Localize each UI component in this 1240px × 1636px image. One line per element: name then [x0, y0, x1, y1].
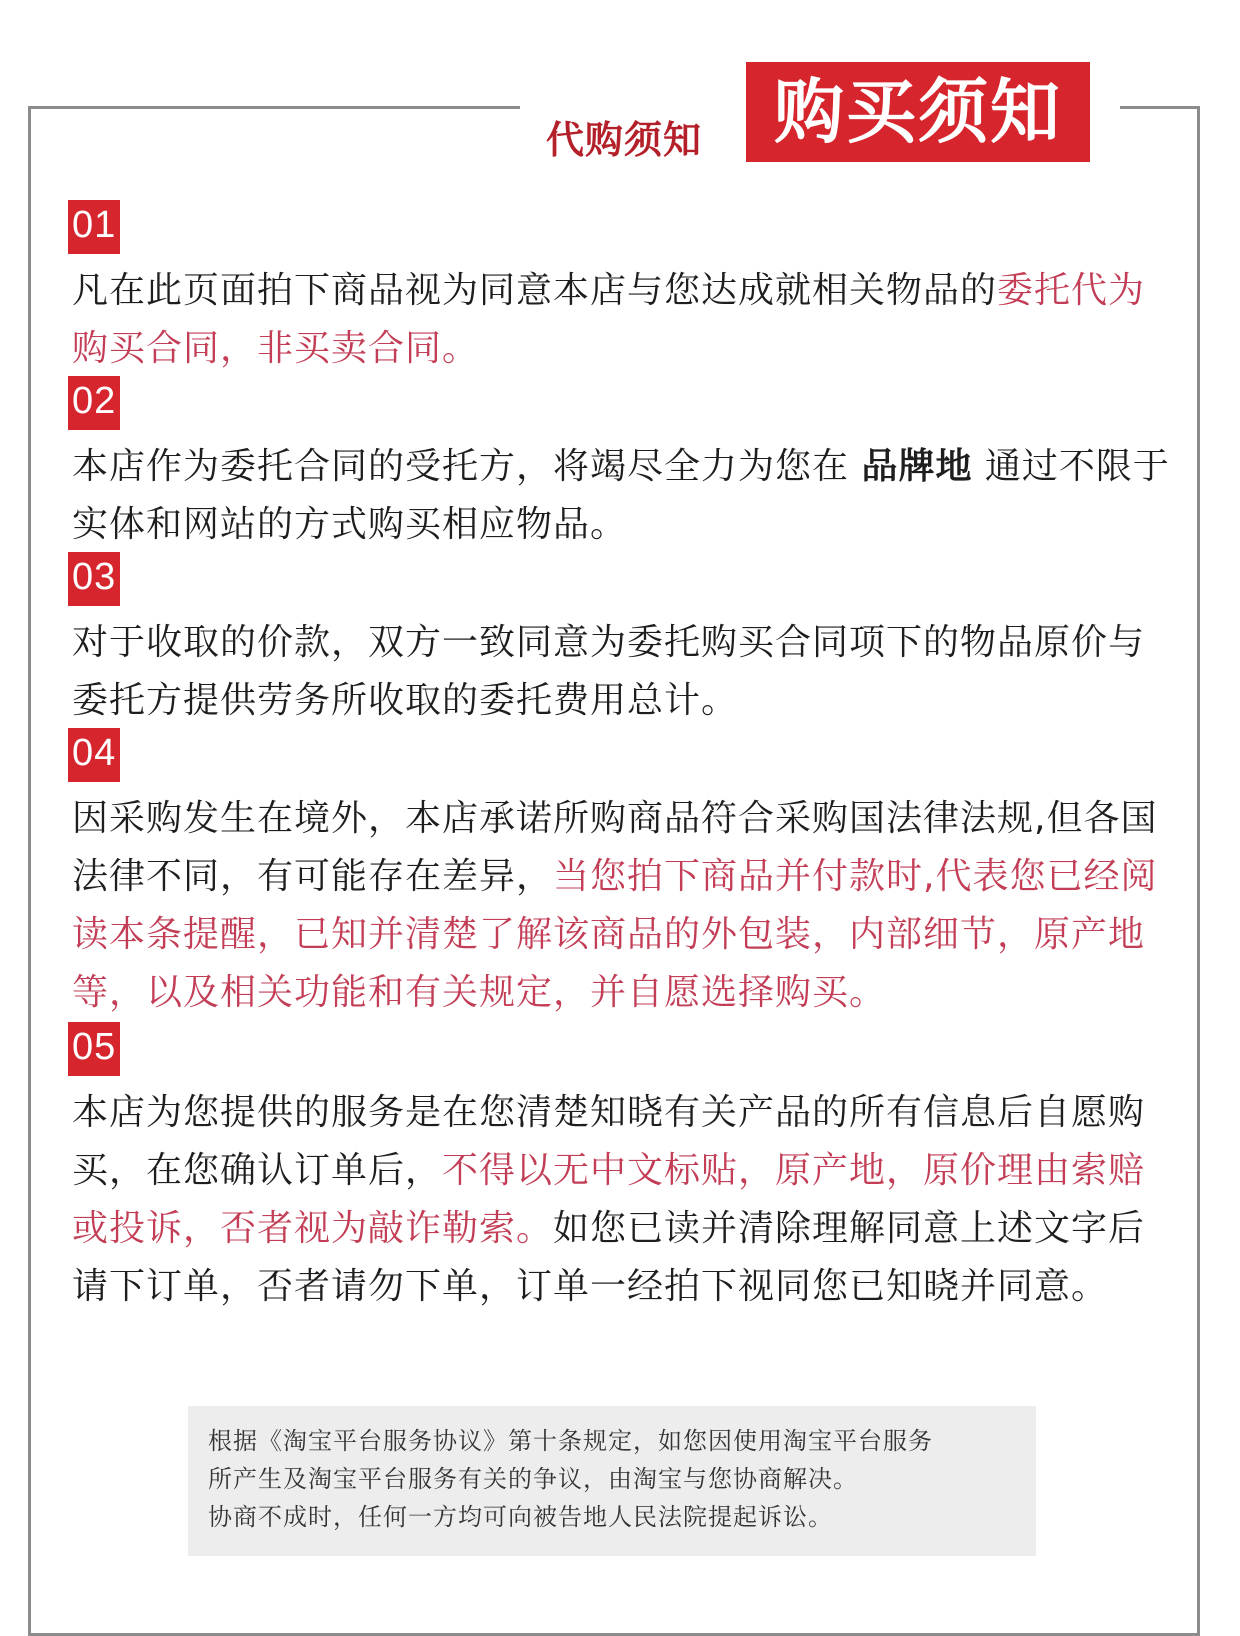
section-05 — [68, 1022, 1178, 1316]
legal-notice-box — [188, 1406, 1036, 1556]
text-highlight: 委托代为购买合同，非买卖合同。 — [72, 270, 1146, 369]
section-text — [68, 790, 1178, 1022]
text-normal: 本店为您提供的服务是在您清楚知晓有关产品的所有信息后自愿购买，在您确认订单后， — [72, 1092, 1146, 1191]
section-03 — [68, 552, 1178, 730]
text-normal: 凡在此页面拍下商品视为同意本店与您达成就相关物品的 — [72, 270, 998, 311]
legal-notice-line: 所产生及淘宝平台服务有关的争议，由淘宝与您协商解决。 — [208, 1465, 858, 1493]
legal-notice-line: 协商不成时，任何一方均可向被告地人民法院提起诉讼。 — [208, 1503, 833, 1531]
section-number: 01 — [68, 200, 120, 254]
section-number: 04 — [68, 728, 120, 782]
text-normal: 对于收取的价款，双方一致同意为委托购买合同项下的物品原价与委托方提供劳务所收取的委托费用总计。 — [72, 622, 1146, 721]
section-number: 02 — [68, 376, 120, 430]
text-normal: 通过不限于实体和网站的方式购买相应物品。 — [72, 446, 1170, 545]
section-number: 05 — [68, 1022, 120, 1076]
section-text — [68, 1084, 1178, 1316]
section-text — [68, 262, 1178, 378]
text-highlight: 不得以无中文标贴，原产地，原价理由索赔或投诉，否者视为敲诈勒索。 — [72, 1150, 1146, 1249]
section-02 — [68, 376, 1178, 554]
text-normal: 本店作为委托合同的受托方，将竭尽全力为您在 — [72, 446, 862, 487]
section-text — [68, 438, 1178, 554]
sub-title: 代购须知 — [546, 117, 703, 162]
text-highlight: 当您拍下商品并付款时,代表您已经阅读本条提醒，已知并清楚了解该商品的外包装，内部细节，原产地等，以及相关功能和有关规定，并自愿选择购买。 — [72, 856, 1158, 1013]
text-normal: 因采购发生在境外，本店承诺所购商品符合采购国法律法规,但各国法律不同，有可能存在差异， — [72, 798, 1158, 897]
section-number: 03 — [68, 552, 120, 606]
section-01 — [68, 200, 1178, 378]
section-04 — [68, 728, 1178, 1022]
main-title: 购买须知 — [774, 70, 1062, 153]
section-text — [68, 614, 1178, 730]
text-normal: 如您已读并清除理解同意上述文字后请下订单，否者请勿下单，订单一经拍下视同您已知晓并同意。 — [72, 1208, 1146, 1307]
text-brand-place: 品牌地 — [861, 446, 973, 487]
title-banner — [746, 62, 1090, 162]
legal-notice-line: 根据《淘宝平台服务协议》第十条规定，如您因使用淘宝平台服务 — [208, 1427, 933, 1455]
